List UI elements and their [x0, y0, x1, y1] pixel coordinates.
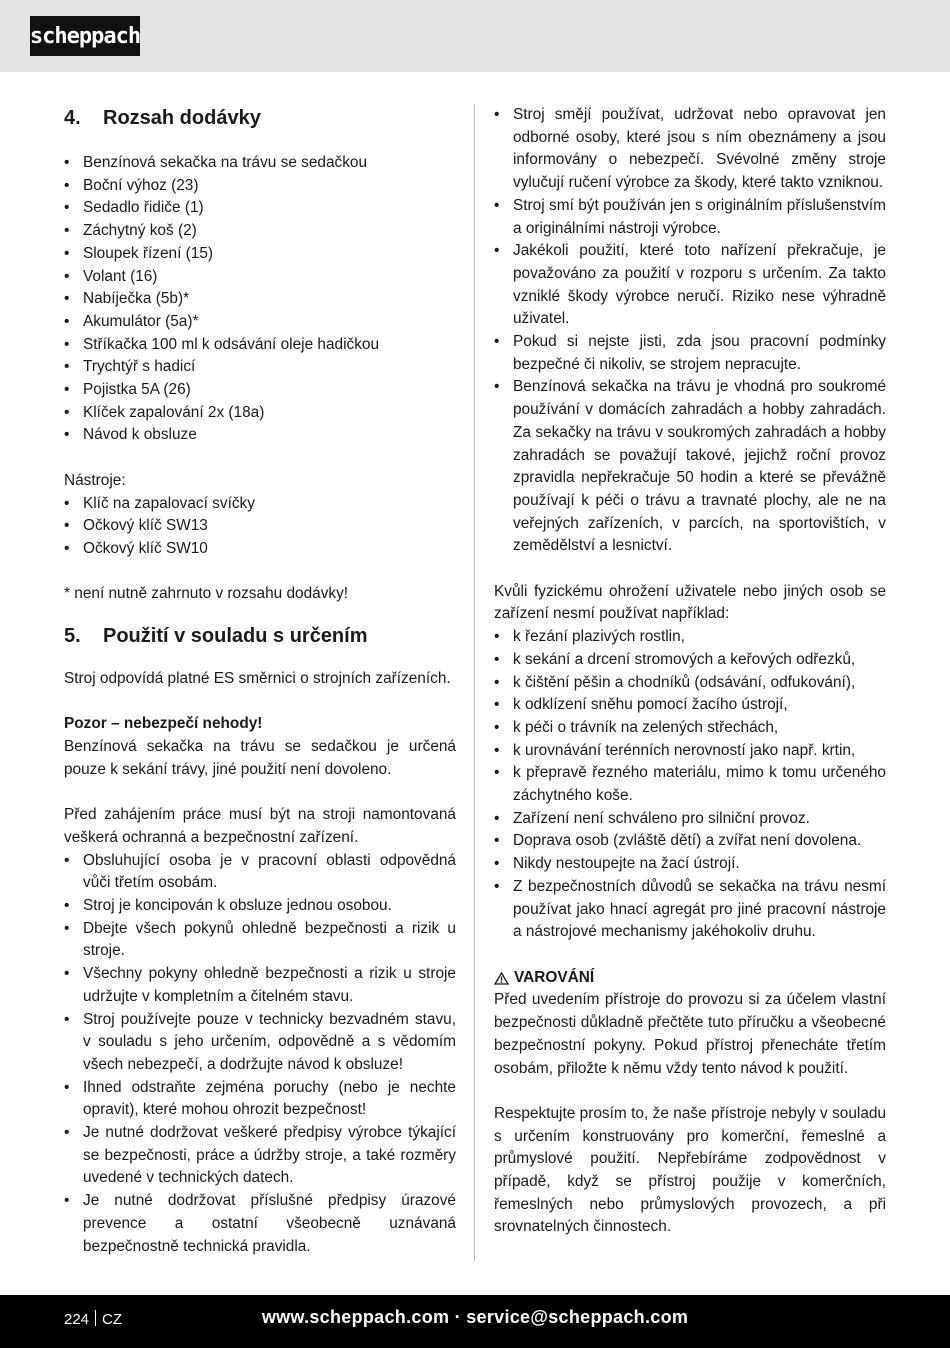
list-item: • Očkový klíč SW10 — [64, 538, 456, 561]
rules-list — [64, 850, 456, 1259]
list-item: • Stroj smějí používat, udržovat nebo opravovat jen odborné osoby, které jsou s ním obeznámeny a jsou informovány o nebezpečí. Svévolné změny stroje vylučují ručení výrobce za škody, které takto vzniknou. — [494, 104, 886, 195]
list-item: • Očkový klíč SW13 — [64, 515, 456, 538]
tools-list — [64, 493, 456, 561]
section-4-title: Rozsah dodávky — [103, 107, 261, 129]
warning-heading — [494, 967, 886, 990]
note-text: Respektujte prosím to, že naše přístroje nebyly v souladu s určením konstruovány pro komerční, řemeslné a průmyslové použití. Nepřebíráme zodpovědnost v případě, když se přístroj použije v komerčních, řemeslných nebo průmyslových provozech, a při srovnatelných činnostech. — [494, 1104, 886, 1236]
list-item: • Sloupek řízení (15) — [64, 243, 456, 266]
list-item: • Stříkačka 100 ml k odsávání oleje hadičkou — [64, 334, 456, 357]
warning-text: Před uvedením přístroje do provozu si za účelem vlastní bezpečnosti důkladně přečtěte tuto příručku a všeobecné bezpečnostní pokyny. Pokud přístroj přenecháte třetím osobám, přiložte k němu vždy tento návod k použití. — [494, 991, 886, 1077]
list-item: • Akumulátor (5a)* — [64, 311, 456, 334]
scheppach-logo — [30, 16, 140, 56]
list-item: • Zařízení není schváleno pro silniční provoz. — [494, 808, 886, 831]
list-item: • Trychtýř s hadicí — [64, 356, 456, 379]
list-item: • Benzínová sekačka na trávu se sedačkou — [64, 152, 456, 175]
list-item: • Obsluhující osoba je v pracovní oblasti odpovědná vůči třetím osobám. — [64, 850, 456, 895]
list-item: • Jakékoli použití, které toto nařízení překračuje, je považováno za použití v rozporu s určením. Za takto vzniklé škody výrobce neručí. Riziko nese výhradně uživatel. — [494, 240, 886, 331]
page-number-value: 224 — [64, 1311, 90, 1328]
before-work-text: Před zahájením práce musí být na stroji namontovaná veškerá ochranná a bezpečnostní zařízení. — [64, 806, 456, 846]
list-item: • Sedadlo řidiče (1) — [64, 197, 456, 220]
list-item: • Volant (16) — [64, 266, 456, 289]
list-item: • Pokud si nejste jisti, zda jsou pracovní podmínky bezpečné či nikoliv, se strojem nepracujte. — [494, 331, 886, 376]
list-item: • k čištění pěšin a chodníků (odsávání, odfukování), — [494, 672, 886, 695]
list-item: • Doprava osob (zvláště dětí) a zvířat není dovolena. — [494, 830, 886, 853]
list-item: • k odklízení sněhu pomocí žacího ústrojí, — [494, 694, 886, 717]
list-item: • Dbejte všech pokynů ohledně bezpečnosti a rizik u stroje. — [64, 918, 456, 963]
list-item: • Všechny pokyny ohledně bezpečnosti a rizik u stroje udržujte v kompletním a čitelném stavu. — [64, 963, 456, 1008]
list-item: • Nabíječka (5b)* — [64, 288, 456, 311]
list-item: • Klíček zapalování 2x (18a) — [64, 402, 456, 425]
caution-title: Pozor – nebezpečí nehody! — [64, 715, 263, 733]
list-item: • Stroj používejte pouze v technicky bezvadném stavu, v souladu s jeho určením, odpovědně a s vědomím všech nebezpečí, a dodržujte návod k obsluze! — [64, 1009, 456, 1077]
hazard-list — [494, 626, 886, 944]
section-5-title: Použití v souladu s určením — [103, 625, 368, 648]
warning-title: VAROVÁNÍ — [514, 968, 595, 986]
header-band — [0, 0, 950, 72]
list-item: • Boční výhoz (23) — [64, 175, 456, 198]
list-item: • k péči o trávník na zelených střechách, — [494, 717, 886, 740]
list-item: • k přepravě řezného materiálu, mimo k tomu určeného záchytného koše. — [494, 762, 886, 807]
left-column — [64, 104, 456, 1258]
section-5-number: 5. — [64, 625, 81, 648]
directive-text: Stroj odpovídá platné ES směrnici o strojních zařízeních. — [64, 670, 451, 688]
delivery-list — [64, 152, 456, 447]
list-item: • Je nutné dodržovat příslušné předpisy úrazové prevence a ostatní všeobecně uznávaná bezpečnostně technická pravidla. — [64, 1190, 456, 1258]
list-item: • Klíč na zapalovací svíčky — [64, 493, 456, 516]
list-item: • Záchytný koš (2) — [64, 220, 456, 243]
right-column — [494, 104, 886, 1239]
footnote: * není nutně zahrnuto v rozsahu dodávky! — [64, 585, 349, 603]
list-item: • Ihned odstraňte zejména poruchy (nebo je nechte opravit), které mohou ohrozit bezpečnost! — [64, 1077, 456, 1122]
tools-label: Nástroje: — [64, 471, 126, 489]
caution-text: Benzínová sekačka na trávu se sedačkou je určená pouze k sekání trávy, jiné použití není dovoleno. — [64, 738, 456, 778]
list-item: • Je nutné dodržovat veškeré předpisy výrobce týkající se bezpečnosti, práce a údržby stroje, a také rozměry uvedené v technických datech. — [64, 1122, 456, 1190]
section-4-number: 4. — [64, 107, 81, 129]
language-code: CZ — [102, 1311, 123, 1328]
warning-triangle-icon — [494, 972, 509, 985]
list-item: • Pojistka 5A (26) — [64, 379, 456, 402]
usage-list — [494, 104, 886, 558]
list-item: • k sekání a drcení stromových a keřových odřezků, — [494, 649, 886, 672]
list-item: • Stroj smí být používán jen s originálním příslušenstvím a originálními nástroji výrobce. — [494, 195, 886, 240]
list-item: • Stroj je koncipován k obsluze jednou osobou. — [64, 895, 456, 918]
list-item: • Z bezpečnostních důvodů se sekačka na trávu nesmí používat jako hnací agregát pro jiné pracovní nástroje a nástrojové mechanismy jakéhokoliv druhu. — [494, 876, 886, 944]
column-divider — [474, 104, 475, 1261]
list-item: • k urovnávání terénních nerovností jako např. krtin, — [494, 740, 886, 763]
section-4-heading — [64, 104, 456, 132]
hazard-intro: Kvůli fyzickému ohrožení uživatele nebo jiných osob se zařízení nesmí používat například: — [494, 582, 886, 623]
list-item: • Benzínová sekačka na trávu je vhodná pro soukromé používání v domácích zahradách a hobby zahradách. Za sekačky na trávu v soukromých zahradách a hobby zahradách se považují takové, jejichž roční provoz zpravidla nepřekračuje 50 hodin a které se převážně používají k péči o trávu a travnaté plochy, ale ne na veřejných zařízeních, v parcích, na sportovištích, v zemědělství a lesnictví. — [494, 376, 886, 558]
logo-text: scheppach — [29, 23, 141, 49]
list-item: • Návod k obsluze — [64, 424, 456, 447]
section-5-heading — [64, 622, 456, 650]
list-item: • k řezání plazivých rostlin, — [494, 626, 886, 649]
footer — [0, 1295, 950, 1348]
footer-contact: www.scheppach.com · service@scheppach.com — [261, 1307, 689, 1327]
list-item: • Nikdy nestoupejte na žací ústrojí. — [494, 853, 886, 876]
